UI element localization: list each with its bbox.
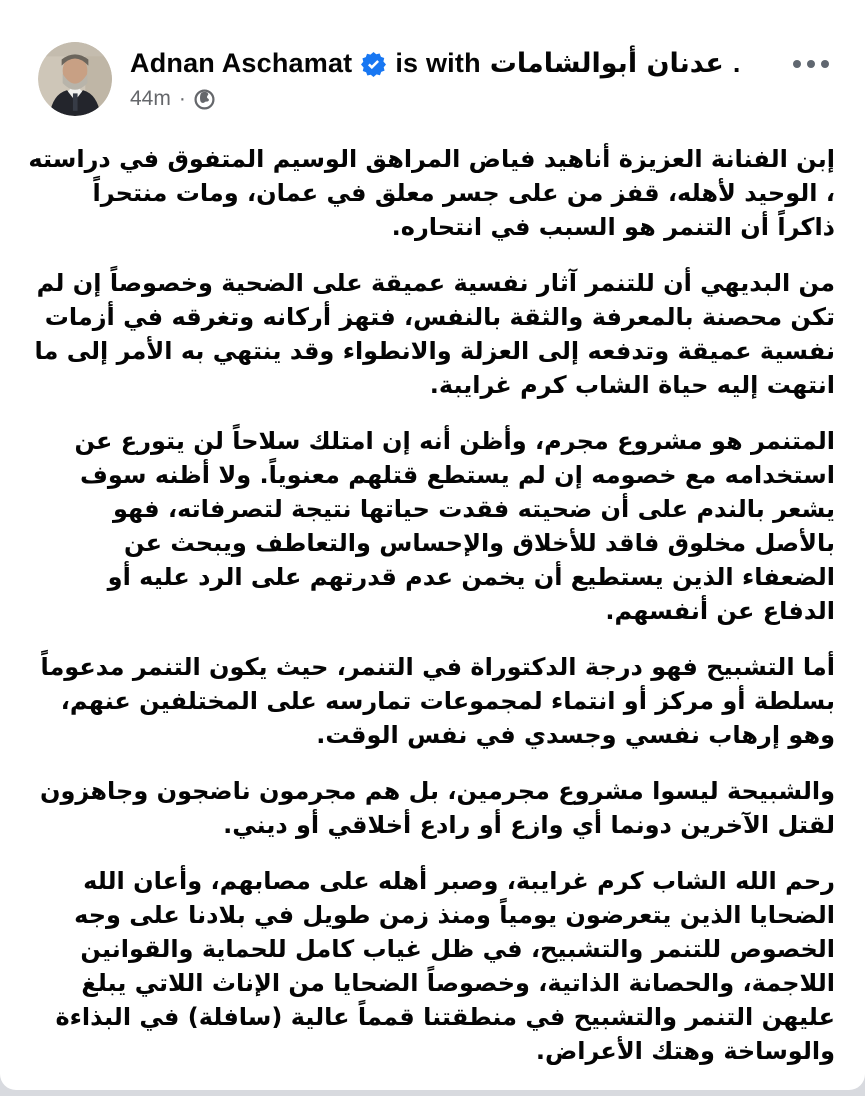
privacy-globe-icon <box>194 89 215 110</box>
more-options-button[interactable] <box>785 52 837 76</box>
post-meta-line <box>130 87 829 111</box>
profile-avatar[interactable] <box>38 42 112 116</box>
header-trailing-period: . <box>732 48 741 78</box>
post-paragraph: والشبيحة ليسوا مشروع مجرمين، بل هم مجرمون ناضجون وجاهزون لقتل الآخرين دونما أي وازع أو رادع أخلاقي أو ديني. <box>40 777 835 839</box>
post-paragraph: أما التشبيح فهو درجة الدكتوراة في التنمر، حيث يكون التنمر مدعوماً بسلطة أو مركز أو انتماء لمجموعات تمارسه على المختلفين عنهم، وهو إرهاب نفسي وجسدي في نفس الوقت. <box>40 653 835 749</box>
avatar-photo-icon <box>38 103 112 116</box>
is-with-label: is with <box>395 48 481 78</box>
post-paragraph: المتنمر هو مشروع مجرم، وأظن أنه إن امتلك سلاحاً لن يتورع عن استخدامه مع خصومه إن لم يستطع قتلهم معنوياً. ولا أظنه سوف يشعر بالندم على أن ضحيته فقدت حياتها نتيجة لتصرفاته، فهو بالأصل مخلوق فاقد للأخلاق والإحساس والتعاطف ويبحث عن الضعفاء الذين يستطيع أن يخمن عدم قدرتهم على الرد عليه أو الدفاع عن أنفسهم. <box>74 427 835 625</box>
post-paragraph: من البديهي أن للتنمر آثار نفسية عميقة على الضحية وخصوصاً إن لم تكن محصنة بالمعرفة والثقة بالنفس، فتهز أركانه وتغرقه في أزمات نفسية عميقة وتدفعه إلى العزلة والانطواء وقد ينتهي به الأمر إلى ما انتهت إليه حياة الشاب كرم غرايبة. <box>34 269 835 399</box>
author-name-link[interactable]: Adnan Aschamat <box>130 48 353 78</box>
post-header-text <box>130 42 829 111</box>
post-paragraph: إبن الفنانة العزيزة أناهيد فياض المراهق الوسيم المتفوق في دراسته ، الوحيد لأهله، قفز من على جسر معلق في عمان، ومات منتحراً ذاكراً أن التنمر هو السبب في انتحاره. <box>28 145 835 241</box>
verified-badge-icon <box>361 52 386 77</box>
post-paragraph: رحم الله الشاب كرم غرايبة، وصبر أهله على مصابهم، وأعان الله الضحايا الذين يتعرضون يومياً ومنذ زمن طويل في بلادنا على وجه الخصوص للتنمر والتشبيح، في ظل غياب كامل للحماية والقوانين اللاجمة، والحصانة الذاتية، وخصوصاً الضحايا من الإناث اللاتي يبلغ عليهن التنمر والتشبيح في منطقتنا قمماً عالية (سافلة) في البذاءة والوساخة وهتك الأعراض. <box>55 867 835 1065</box>
post-timestamp[interactable]: 44m <box>130 87 171 110</box>
tagged-profile-link[interactable]: عدنان أبوالشامات <box>489 48 724 79</box>
post-text <box>0 116 865 1068</box>
post-header <box>0 0 865 116</box>
post-byline <box>130 48 829 79</box>
meta-separator: · <box>178 87 186 110</box>
ellipsis-icon <box>793 60 829 68</box>
